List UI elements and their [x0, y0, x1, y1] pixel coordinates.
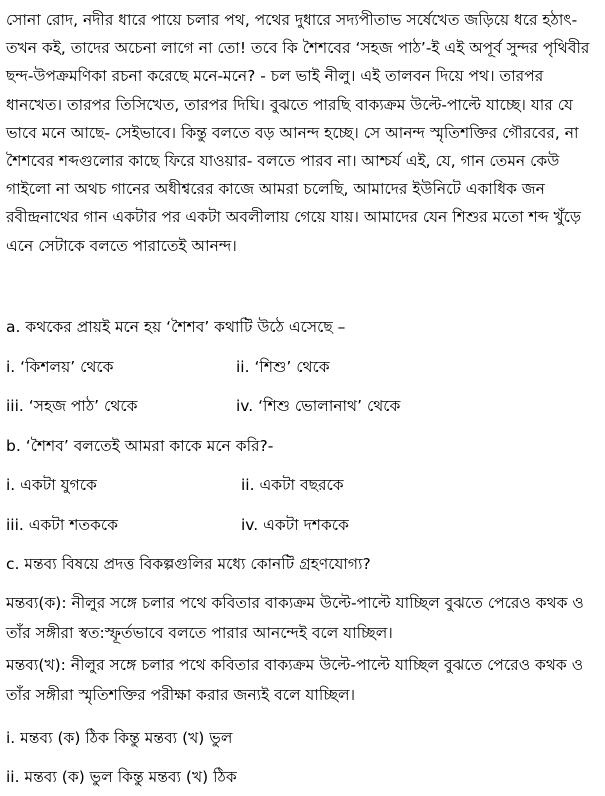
question-a-option-4: iv. ‘শিশু ভোলানাথ’ থেকে [236, 397, 401, 415]
comment-kha: মন্তব্য(খ): নীলুর সঙ্গে চলার পথে কবিতার বাক্যক্রম উল্টে-পাল্টে যাচ্ছিল বুঝতে পেরেও কথক ও তাঁর সঙ্গীরা স্মৃতিশক্তির পরীক্ষা করার জন্যই বলে যাচ্ছিল। [6, 656, 584, 704]
reading-passage: সোনা রোদ, নদীর ধারে পায়ে চলার পথ, পথের দুধারে সদ্যপীতাভ সর্ষেখেত জড়িয়ে ধরে হঠাৎ- তখন কই, তাদের অচেনা লাগে না তো! তবে কি শৈশবের ‘সহজ পাঠ’-ই এই অপূর্ব সুন্দর পৃথিবীর ছন্দ-উপক্রমণিকা রচনা করেছে মনে-মনে? - চল ভাই নীলু। এই তালবন দিয়ে পথ। তারপর ধানখেত। তারপর তিসিখেত, তারপর দিঘি। বুঝতে পারছি বাক্যক্রম উল্টে-পাল্টে যাচ্ছে। যার যে ভাবে মনে আছে- সেইভাবে। কিন্তু বলতে বড় আনন্দ হচ্ছে। সে আনন্দ স্মৃতিশক্তির গৌরবের, না শৈশবের শব্দগুলোর কাছে ফিরে যাওয়ার- বলতে পারব না। আশ্চর্য এই, যে, গান তেমন কেউ গাইলো না অথচ গানের অধীশ্বরের কাজে আমরা চলেছি, আমাদের ইউনিটে একাধিক জন রবীন্দ্রনাথের গান একটার পর একটা অবলীলায় গেয়ে যায়। আমাদের যেন শিশুর মতো শব্দ খুঁড়ে এনে সেটাকে বলতে পারাতেই আনন্দ। [6, 11, 590, 255]
question-c-option-1: i. মন্তব্য (ক) ঠিক কিন্তু মন্তব্য (খ) ভুল [6, 729, 233, 747]
question-b-option-2: ii. একটা বছরকে [241, 476, 344, 494]
question-b-option-4: iv. একটা দশককে [241, 516, 349, 534]
question-c-stem: c. মন্তব্য বিষয়ে প্রদত্ত বিকল্পগুলির মধ্যে কোনটি গ্রহণযোগ্য? [6, 555, 371, 573]
question-a-option-1: i. ‘কিশলয়’ থেকে [6, 358, 114, 376]
question-b-option-1: i. একটা যুগকে [6, 476, 97, 494]
question-a-stem: a. কথকের প্রায়ই মনে হয় ‘শৈশব’ কথাটি উঠে এসেছে – [6, 318, 346, 336]
comment-ka: মন্তব্য(ক): নীলুর সঙ্গে চলার পথে কবিতার বাক্যক্রম উল্টে-পাল্টে যাচ্ছিল বুঝতে পেরেও কথক ও তাঁর সঙ্গীরা স্বত:স্ফূর্তভাবে বলতে পারার আনন্দেই বলে যাচ্ছিল। [6, 594, 584, 642]
question-a-option-2: ii. ‘শিশু’ থেকে [236, 358, 330, 376]
question-b-option-3: iii. একটা শতককে [6, 516, 118, 534]
question-c-option-2: ii. মন্তব্য (ক) ভুল কিন্তু মন্তব্য (খ) ঠিক [6, 768, 237, 786]
question-b-stem: b. ‘শৈশব’ বলতেই আমরা কাকে মনে করি?- [6, 437, 274, 455]
question-a-option-3: iii. ‘সহজ পাঠ’ থেকে [6, 397, 138, 415]
